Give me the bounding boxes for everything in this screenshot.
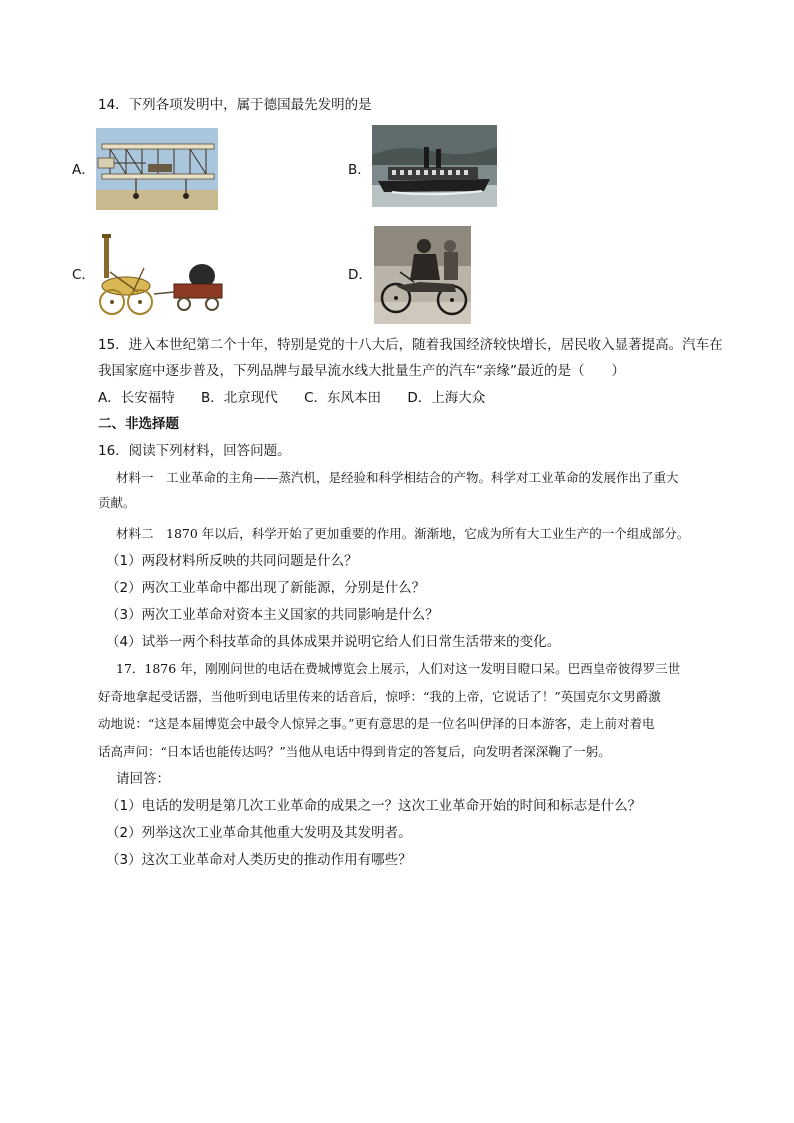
section-title: 二、非选择题 (98, 416, 179, 432)
q16-sub-2: （2）两次工业革命中都出现了新能源，分别是什么？ (106, 580, 426, 596)
q17-prompt: 请回答： (116, 771, 170, 787)
q15-choice-c[interactable]: C．东风本田 (304, 390, 382, 406)
q17-passage-line2: 好奇地拿起受话器，当他听到电话里传来的话音后，惊呼：“我的上帝，它说话了！”英国克尔文男爵激 (98, 689, 661, 704)
q17-sub-2: （2）列举这次工业革命其他重大发明及其发明者。 (106, 825, 412, 841)
q15-stem-line1: 15．进入本世纪第二个十年，特别是党的十八大后，随着我国经济较快增长，居民收入显著提高。汽车在 (98, 337, 723, 353)
early-car-picture (374, 226, 471, 324)
q14-option-d-image-motorcar[interactable] (374, 226, 471, 324)
q14-option-a-label: A． (72, 162, 95, 178)
q16-material2: 材料二 1870 年以后，科学开始了更加重要的作用。渐渐地，它成为所有大工业生产的一个组成部分。 (116, 526, 690, 541)
q15-choice-b[interactable]: B．北京现代 (201, 390, 278, 406)
q15-choice-a[interactable]: A．长安福特 (98, 390, 175, 406)
locomotive-picture (96, 232, 226, 318)
q14-option-c-image-locomotive[interactable] (96, 232, 226, 318)
q14-option-c-label: C． (72, 267, 95, 283)
biplane-picture (96, 128, 218, 210)
q17-passage-line1: 17．1876 年，刚刚问世的电话在费城博览会上展示，人们对这一发明目瞪口呆。巴西皇帝彼得罗三世 (116, 661, 681, 676)
q14-option-d-label: D． (348, 267, 372, 283)
q15-choice-d[interactable]: D．上海大众 (407, 390, 486, 406)
q14-option-b-label: B． (348, 162, 371, 178)
q16-sub-3: （3）两次工业革命对资本主义国家的共同影响是什么？ (106, 607, 439, 623)
q14-option-b-image-steamboat[interactable] (372, 125, 497, 207)
q17-sub-1: （1）电话的发明是第几次工业革命的成果之一？这次工业革命开始的时间和标志是什么？ (106, 798, 642, 814)
q17-passage-line3: 动地说：“这是本届博览会中最令人惊异之事。”更有意思的是一位名叫伊泽的日本游客，走上前对着电 (98, 716, 655, 731)
q17-sub-3: （3）这次工业革命对人类历史的推动作用有哪些？ (106, 852, 412, 868)
steamboat-picture (372, 125, 497, 207)
q15-stem-line2: 我国家庭中逐步普及，下列品牌与最早流水线大批量生产的汽车“亲缘”最近的是（ ） (98, 363, 625, 379)
q14-option-a-image-airplane[interactable] (96, 128, 218, 210)
q16-sub-1: （1）两段材料所反映的共同问题是什么？ (106, 553, 358, 569)
q16-stem: 16．阅读下列材料，回答问题。 (98, 443, 291, 459)
q14-stem: 14．下列各项发明中，属于德国最先发明的是 (98, 97, 372, 113)
q16-material1-line1: 材料一 工业革命的主角——蒸汽机，是经验和科学相结合的产物。科学对工业革命的发展作出了重大 (116, 470, 679, 485)
q17-passage-line4: 话高声问：“日本话也能传达吗？”当他从电话中得到肯定的答复后，向发明者深深鞠了一躬。 (98, 744, 611, 759)
q16-material1-line2: 贡献。 (98, 495, 136, 510)
q16-sub-4: （4）试举一两个科技革命的具体成果并说明它给人们日常生活带来的变化。 (106, 634, 561, 650)
q15-choices (98, 388, 507, 408)
